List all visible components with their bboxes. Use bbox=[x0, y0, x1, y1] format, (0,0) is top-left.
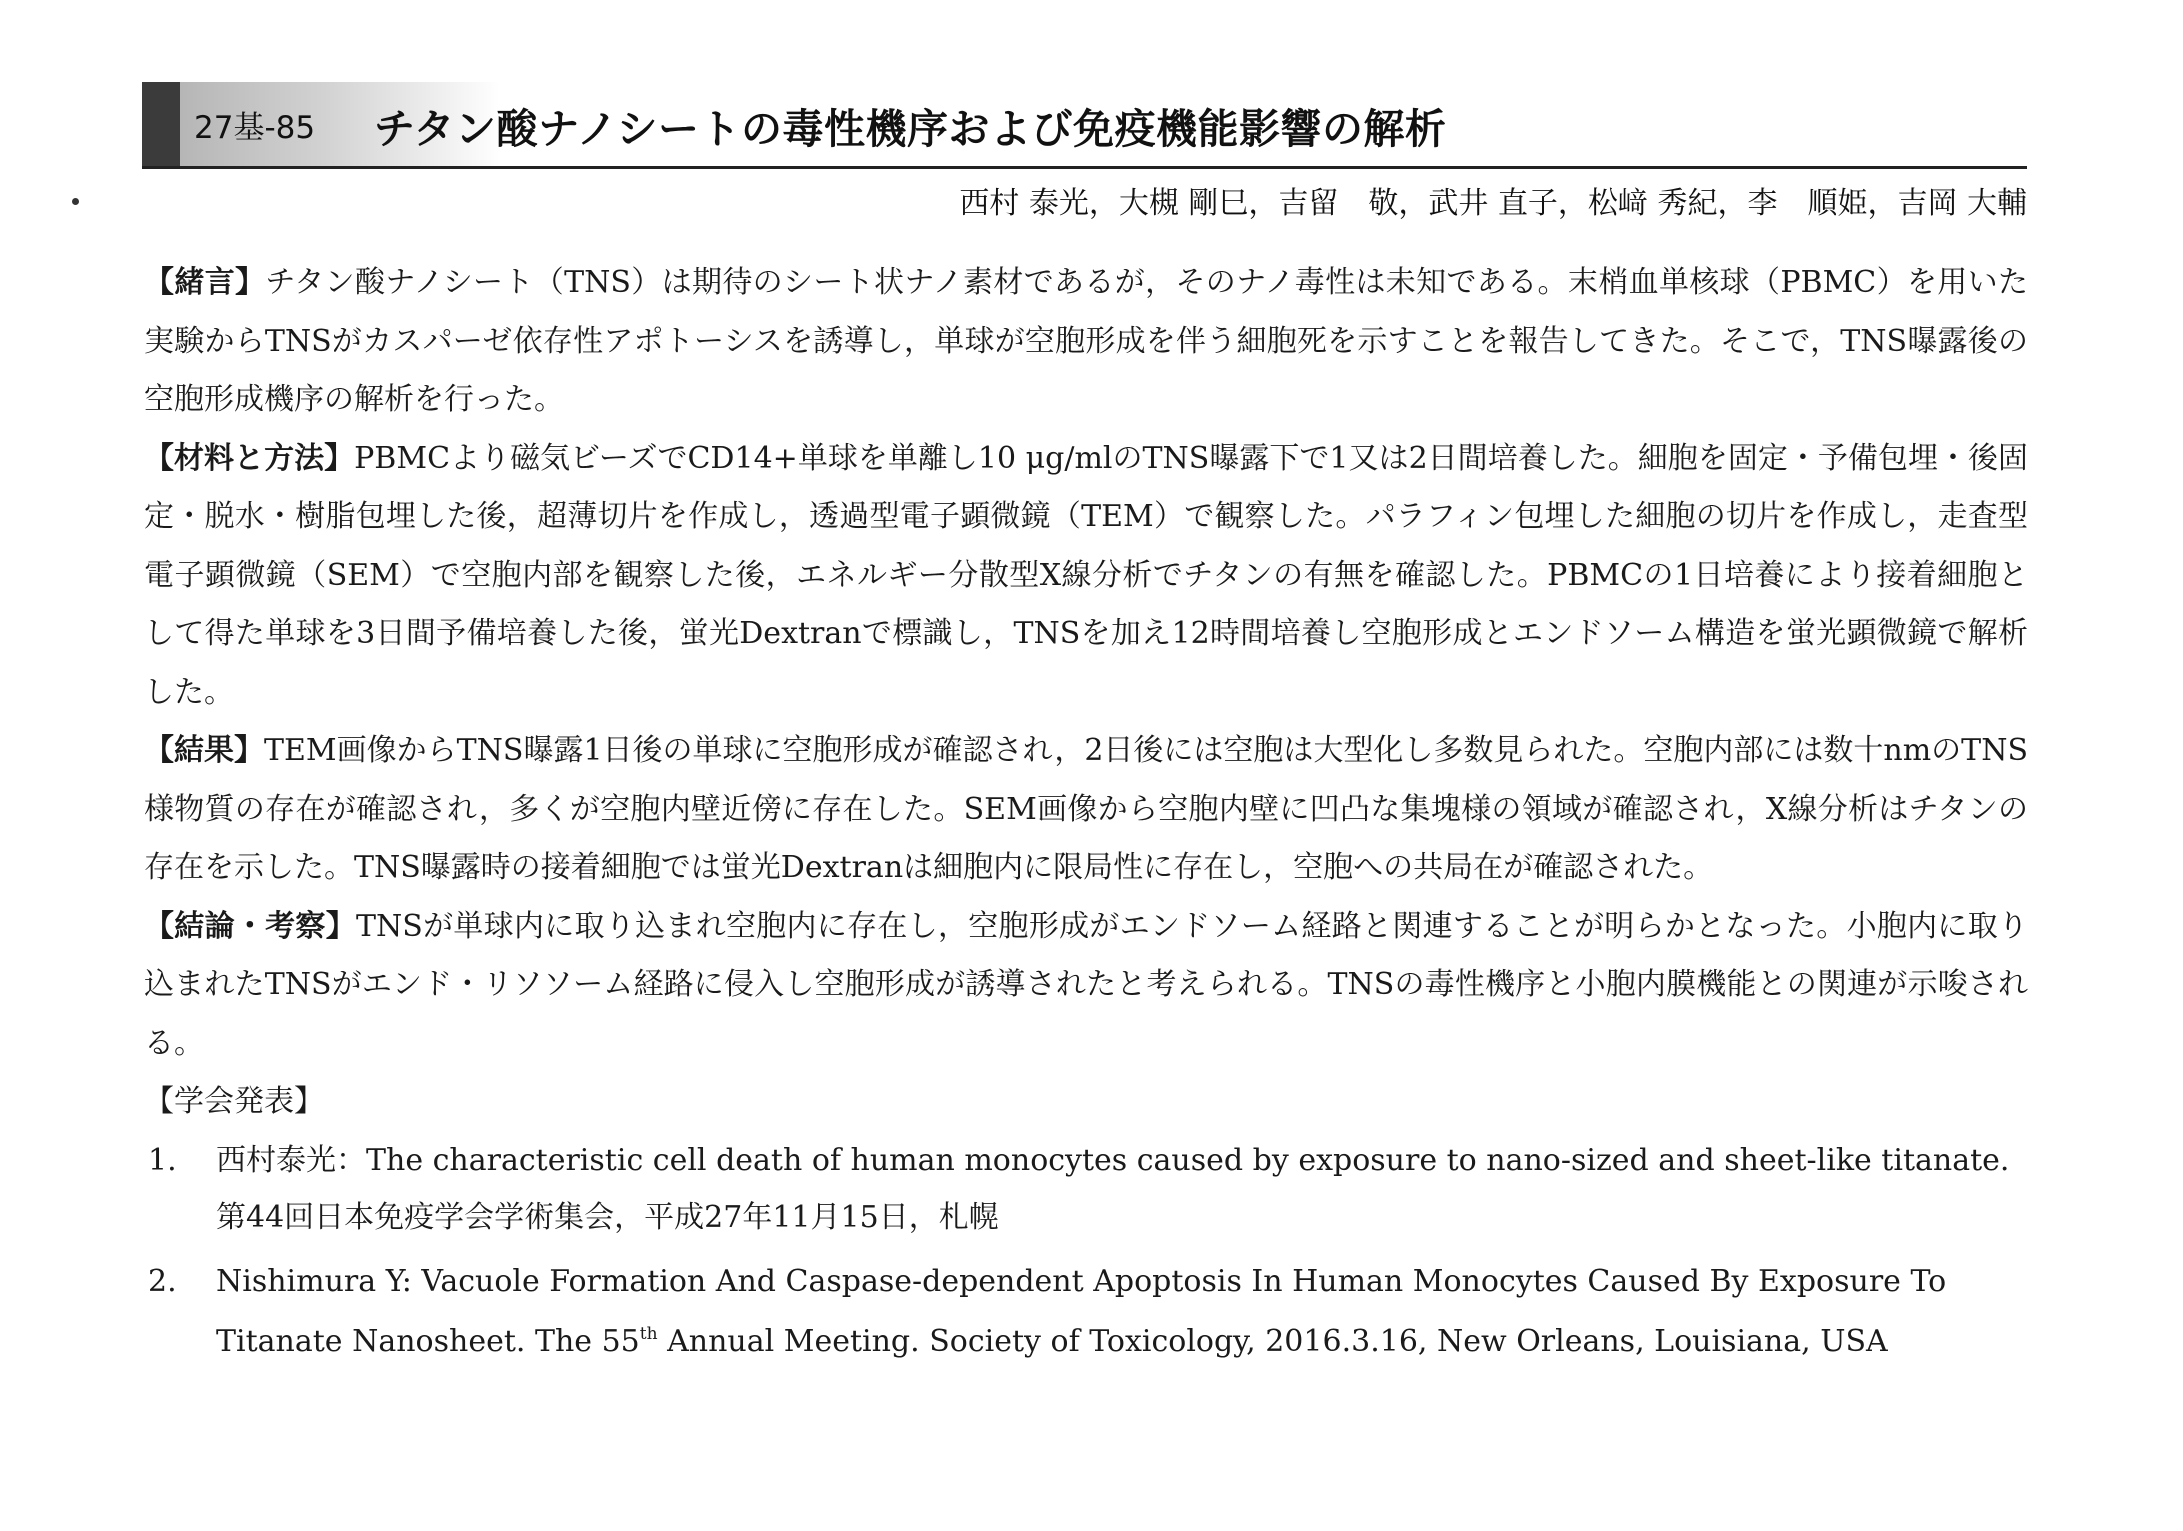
section-text: チタン酸ナノシート（TNS）は期待のシート状ナノ素材であるが，そのナノ毒性は未知である。末梢血単核球（PBMC）を用いた実験からTNSがカスパーゼ依存性アポトーシスを誘導し，単球が空胞形成を伴う細胞死を示すことを報告してきた。そこで，TNS曝露後の空胞形成機序の解析を行った。 bbox=[144, 265, 2029, 417]
section-heading: 【結果】 bbox=[144, 733, 264, 768]
abstract-body bbox=[144, 254, 2028, 1372]
presentation-item bbox=[144, 1252, 2028, 1372]
presentations-heading: 【学会発表】 bbox=[144, 1084, 324, 1119]
abstract-code: 27基-85 bbox=[194, 110, 316, 146]
section-text: TEM画像からTNS曝露1日後の単球に空胞形成が確認され，2日後には空胞は大型化し多数見られた。空胞内部には数十nmのTNS様物質の存在が確認され，多くが空胞内壁近傍に存在した。SEM画像から空胞内壁に凹凸な集塊様の領域が確認され，X線分析はチタンの存在を示した。TNS曝露時の接着細胞では蛍光Dextranは細胞内に限局性に存在し，空胞への共局在が確認された。 bbox=[144, 733, 2028, 885]
presentation-item bbox=[144, 1132, 2028, 1246]
section-conclusion bbox=[144, 898, 2028, 1074]
presentation-text-tail: Annual Meeting. Society of Toxicology, 2016.3.16, New Orleans, Louisiana, USA bbox=[657, 1323, 1888, 1359]
ordinal-suffix: th bbox=[639, 1323, 658, 1344]
presentation-text: Nishimura Y: Vacuole Formation And Caspase-dependent Apoptosis In Human Monocytes Caused By Exposure To Titanate Nanosheet. The 55 bbox=[216, 1263, 1947, 1359]
author-list: 西村 泰光，大槻 剛巳，吉留 敬，武井 直子，松﨑 秀紀，李 順姫，吉岡 大輔 bbox=[959, 186, 2027, 221]
section-methods bbox=[144, 430, 2028, 723]
section-results bbox=[144, 722, 2028, 898]
abstract-title: チタン酸ナノシートの毒性機序および免疫機能影響の解析 bbox=[374, 105, 1447, 153]
header-dark-bar bbox=[142, 82, 180, 166]
presentation-number: 2. bbox=[148, 1263, 177, 1299]
section-heading: 【緒言】 bbox=[144, 265, 266, 300]
section-text: PBMCより磁気ビーズでCD14+単球を単離し10 μg/mlのTNS曝露下で1又は2日間培養した。細胞を固定・予備包埋・後固定・脱水・樹脂包埋した後，超薄切片を作成し，透過型電子顕微鏡（TEM）で観察した。パラフィン包埋した細胞の切片を作成し，走査型電子顕微鏡（SEM）で空胞内部を観察した後，エネルギー分散型X線分析でチタンの有無を確認した。PBMCの1日培養により接着細胞として得た単球を3日間予備培養した後，蛍光Dextranで標識し，TNSを加え12時間培養し空胞形成とエンドソーム構造を蛍光顕微鏡で解析した。 bbox=[144, 440, 2028, 710]
presentation-number: 1. bbox=[148, 1142, 177, 1178]
abstract-header bbox=[142, 82, 2027, 166]
scan-speck bbox=[72, 198, 79, 205]
section-heading: 【材料と方法】 bbox=[144, 440, 355, 476]
section-introduction bbox=[144, 254, 2028, 430]
section-text: TNSが単球内に取り込まれ空胞内に存在し，空胞形成がエンドソーム経路と関連することが明らかとなった。小胞内に取り込まれたTNSがエンド・リソソーム経路に侵入し空胞形成が誘導されたと考えられる。TNSの毒性機序と小胞内膜機能との関連が示唆される。 bbox=[144, 908, 2029, 1061]
section-heading: 【結論・考察】 bbox=[144, 908, 357, 944]
presentation-text: 西村泰光：The characteristic cell death of human monocytes caused by exposure to nano-sized and sheet-like titanate. 第44回日本免疫学会学術集会，平成27年11月15日，札幌 bbox=[216, 1142, 2010, 1235]
header-rule bbox=[142, 166, 2027, 169]
